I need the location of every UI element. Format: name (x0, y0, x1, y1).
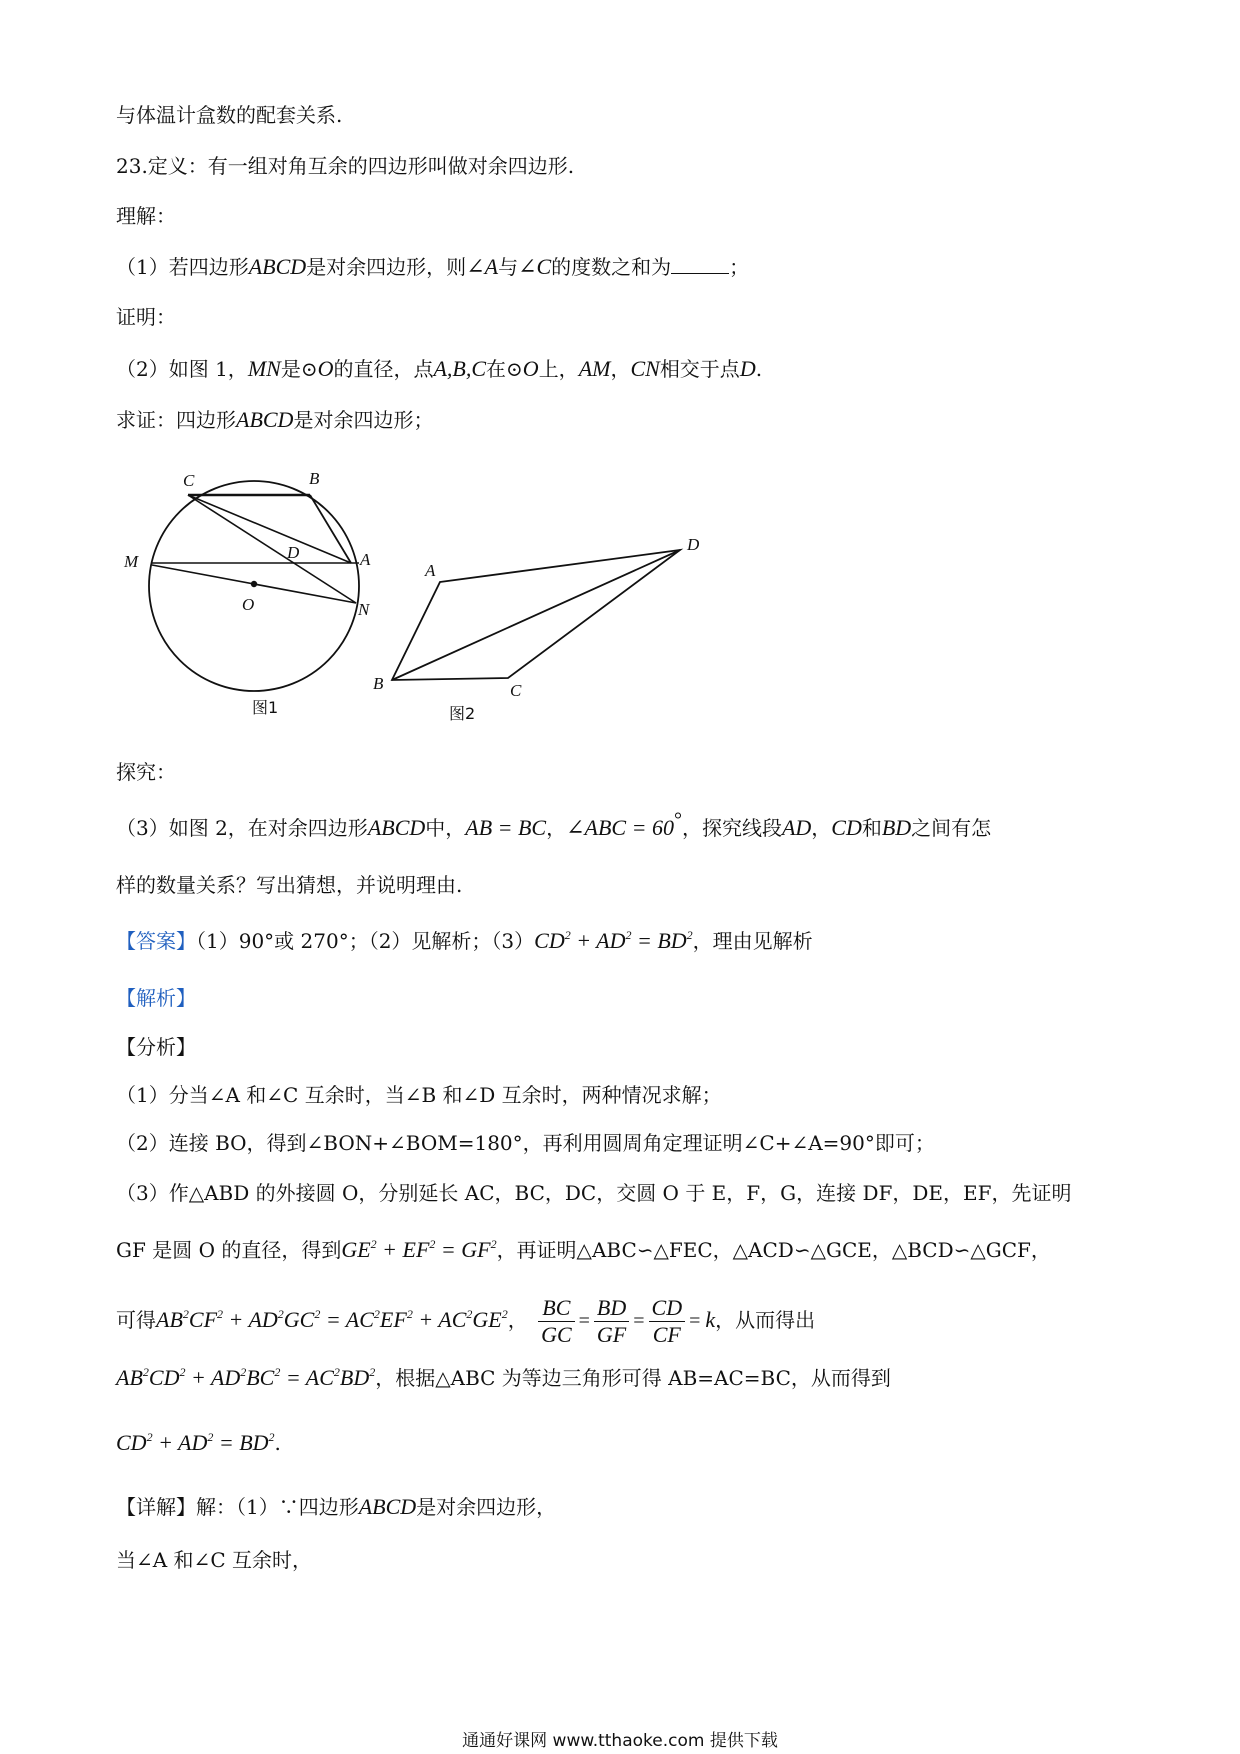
label-B: B (309, 469, 320, 488)
math-AB-eq-BC: AB = BC (465, 815, 547, 840)
fenxi-line: 【分析】 (116, 1035, 196, 1059)
label-B: B (373, 674, 384, 693)
math-ABCD-2: ABCD (236, 407, 294, 432)
q2-text-g: 相交于点 (659, 357, 740, 381)
question-2 (116, 354, 762, 384)
answer-text-a: （1）90°或 270°；（2）见解析；（3） (196, 929, 535, 953)
q2-text-e: 上， (538, 357, 579, 381)
q1-text-c: 与 (498, 255, 519, 279)
question-3-line2: 样的数量关系？写出猜想，并说明理由. (116, 873, 463, 897)
q3-text-e: ， (811, 816, 832, 840)
label-A: A (360, 550, 371, 569)
math-answer-eq: $CD^2 + AD^2 = BD^2$ (534, 928, 693, 953)
figure-2 (365, 520, 715, 730)
q2-text-h: . (755, 357, 763, 381)
question-1 (116, 252, 749, 282)
label-A: A (425, 561, 436, 580)
text-line-1: 与体温计盒数的配套关系. (116, 103, 343, 127)
math-ABCD: ABCD (248, 254, 307, 279)
math-final-eq: $CD^2 + AD^2 = BD^2$ (116, 1430, 275, 1455)
q3-text-c: ， (546, 816, 567, 840)
label-C: C (183, 471, 195, 490)
math-CD: CD (831, 815, 862, 840)
math-angle-C: ∠C (518, 254, 552, 279)
segment-BA (310, 495, 351, 563)
f4-text-b: ，再证明△ABC∽△FEC，△ACD∽△GCE，△BCD∽△GCF， (496, 1238, 1051, 1262)
q3-text-g: 之间有怎 (911, 816, 992, 840)
answer-text-b: ，理由见解析 (692, 929, 813, 953)
q3-text-b: 中， (425, 816, 466, 840)
f4-text-a: GF 是圆 O 的直径，得到 (116, 1238, 342, 1262)
footer-watermark: 通通好课网 www.tthaoke.com 提供下载 (462, 1731, 778, 1751)
detail-text-b: 是对余四边形， (416, 1495, 557, 1519)
section-explore: 探究： (116, 760, 176, 784)
section-understand: 理解： (116, 204, 176, 228)
point-O (251, 581, 257, 587)
math-angle-A: ∠A (466, 254, 499, 279)
math-angle-ABC: ∠ABC = 60 (566, 815, 674, 840)
f5-text-b: ，从而得出 (715, 1308, 816, 1332)
q2-text-c: 的直径，点 (333, 357, 434, 381)
label-N: N (358, 600, 370, 619)
question-23-definition: 23.定义：有一组对角互余的四边形叫做对余四边形. (116, 154, 575, 178)
fenxi-3: （3）作△ABD 的外接圆 O，分别延长 AC，BC，DC，交圆 O 于 E，F，G，连接 DF，DE，EF，先证明 (116, 1181, 1072, 1205)
math-AD: AD (781, 815, 812, 840)
q2-proof-a: 求证：四边形 (116, 408, 236, 432)
fraction-CD-CF: $\frac{CD}{CF}$ (649, 1295, 686, 1348)
detail-line (116, 1492, 556, 1522)
q3-text-d: ，探究线段 (681, 816, 782, 840)
math-AB-CD-eq: $AB^2CD^2 + AD^2BC^2 = AC^2BD^2$ (116, 1365, 376, 1390)
fraction-BD-GF: $\frac{BD}{GF}$ (594, 1295, 629, 1348)
label-D: D (687, 535, 700, 554)
figure-1 (120, 460, 380, 730)
question-3 (116, 809, 992, 843)
math-BD: BD (881, 815, 912, 840)
q2-proof-b: 是对余四边形； (293, 408, 434, 432)
q1-text-b: 是对余四边形，则 (306, 255, 467, 279)
math-points-ABC: A,B,C (433, 356, 487, 381)
q1-text-d: 的度数之和为 (551, 255, 672, 279)
degree-mark: ° (673, 809, 682, 831)
q1-text-a: （1）若四边形 (116, 255, 249, 279)
answer-blank (671, 253, 729, 274)
f5-text-a: 可得 (116, 1308, 156, 1332)
fenxi-4 (116, 1235, 1051, 1265)
last-line: 当∠A 和∠C 互余时， (116, 1548, 312, 1572)
comma: ， (507, 1308, 528, 1332)
f6-text-b: ，根据△ABC 为等边三角形可得 AB=AC=BC，从而得到 (375, 1366, 891, 1390)
fenxi-5: 可得$AB^2CF^2 + AD^2GC^2 = AC^2EF^2 + AC^2GE^2$， $\frac{BC}{GC}$ = $\frac{BD}{GF}$ = $\frac{CD}{CF}$ = k，从而得出 (116, 1295, 816, 1347)
label-D: D (287, 543, 300, 562)
math-O-2: O (522, 356, 539, 381)
label-C: C (510, 681, 522, 700)
fenxi-6 (116, 1363, 891, 1393)
math-D: D (739, 356, 756, 381)
q2-text-b: 是 (280, 357, 301, 381)
q2-text-f: ， (610, 357, 631, 381)
fenxi-2: （2）连接 BO，得到∠BON+∠BOM=180°，再利用圆周角定理证明∠C+∠A=90°即可； (116, 1131, 935, 1155)
jiexi-tag: 【解析】 (116, 986, 196, 1010)
circle-symbol: ⊙ (300, 357, 318, 381)
question-2-proof (116, 405, 433, 435)
q3-text-a: （3）如图 2，在对余四边形 (116, 816, 368, 840)
detail-text-a: 【详解】解：（1）∵四边形 (116, 1495, 359, 1519)
label-O: O (242, 595, 255, 614)
math-ABCD-3: ABCD (367, 815, 426, 840)
answer-tag: 【答案】 (116, 929, 196, 953)
fraction-BC-GC: $\frac{BC}{GC}$ (538, 1295, 575, 1348)
math-CN: CN (630, 356, 660, 381)
math-O: O (317, 356, 334, 381)
circle-symbol-2: ⊙ (506, 357, 523, 381)
fenxi-1: （1）分当∠A 和∠C 互余时，当∠B 和∠D 互余时，两种情况求解； (116, 1083, 722, 1107)
f7-text-b: . (274, 1431, 281, 1455)
q3-text-f: 和 (861, 816, 882, 840)
jiexi-line (116, 983, 196, 1013)
q2-text-d: 在 (486, 357, 507, 381)
answer-line (116, 926, 813, 956)
section-prove: 证明： (116, 305, 176, 329)
math-product-eq: $AB^2CF^2 + AD^2GC^2 = AC^2EF^2 + AC^2GE^2$ (156, 1307, 508, 1332)
math-k: k (705, 1307, 716, 1332)
label-M: M (124, 552, 139, 571)
q1-text-e: ； (729, 255, 750, 279)
caption-fig2: 图2 (449, 704, 476, 723)
fenxi-7 (116, 1428, 281, 1458)
q2-text-a: （2）如图 1， (116, 357, 248, 381)
math-MN: MN (247, 356, 281, 381)
segment-CA (188, 495, 351, 563)
math-AM: AM (578, 356, 611, 381)
math-ABCD-4: ABCD (358, 1494, 417, 1519)
math-GE-EF-GF: $GE^2 + EF^2 = GF^2$ (341, 1237, 497, 1262)
caption-fig1: 图1 (252, 698, 279, 717)
